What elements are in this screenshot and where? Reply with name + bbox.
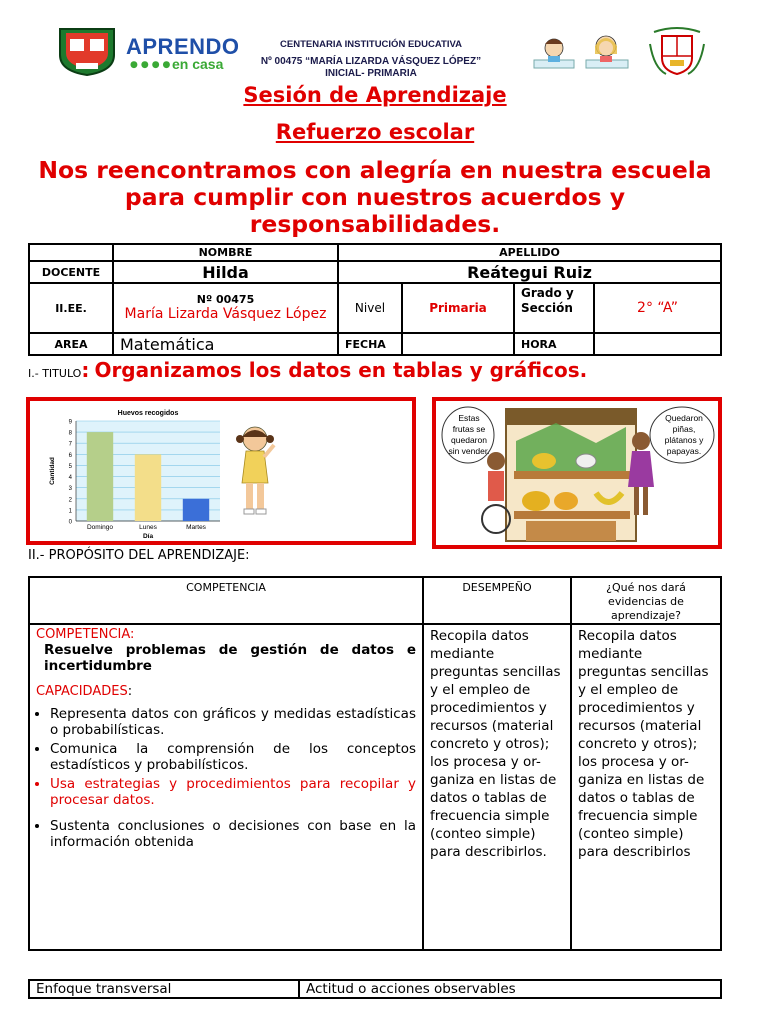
y-tick-label: 3 xyxy=(68,486,72,493)
area-value: Matemática xyxy=(113,333,338,355)
section-title-line xyxy=(28,358,748,382)
chart-x-axis-label: Día xyxy=(142,533,154,540)
fruit-market-panel xyxy=(432,397,722,549)
fecha-value xyxy=(402,333,514,355)
school-line-1: CENTENARIA INSTITUCIÓN EDUCATIVA xyxy=(280,39,462,50)
nombre-header: NOMBRE xyxy=(113,244,338,261)
school-line-3: INICIAL- PRIMARIA xyxy=(325,68,417,79)
y-tick-label: 1 xyxy=(68,508,72,515)
school-crest-logo xyxy=(56,25,118,77)
desempeno-col-header: DESEMPEÑO xyxy=(423,577,571,624)
y-tick-label: 4 xyxy=(68,475,72,482)
evidencia-cell: Recopila datos mediante preguntas sencillas y el empleo de procedimientos y recursos (material concreto y otros); los procesa y or-ganiza en listas de datos o tablas de frecuencia simple (conteo simple) para describirlos xyxy=(571,624,721,950)
capacidad-item: • Representa datos con gráficos y medidas estadísticas o probabilísticas. xyxy=(50,706,416,738)
capacidad-item: • Comunica la comprensión de los conceptos estadísticos y probabilísticos. xyxy=(50,741,416,773)
actitud-cell: Actitud o acciones observables xyxy=(299,980,721,998)
capacidades-list xyxy=(36,706,416,850)
y-tick-label: 2 xyxy=(68,497,72,504)
docente-label: DOCENTE xyxy=(29,261,113,283)
y-tick-label: 8 xyxy=(68,430,72,437)
aprendo-en-casa-logo xyxy=(126,36,244,76)
y-tick-label: 5 xyxy=(68,463,72,470)
apellido-header: APELLIDO xyxy=(338,244,721,261)
hora-value xyxy=(594,333,721,355)
eggs-bar-chart xyxy=(40,403,240,543)
y-tick-label: 7 xyxy=(68,441,72,448)
iiee-name: María Lizarda Vásquez López xyxy=(124,306,327,322)
bar-chart-panel xyxy=(26,397,416,545)
evidencia-col-header: ¿Qué nos dará evidencias de aprendizaje? xyxy=(571,577,721,624)
titulo-colon: : xyxy=(81,358,90,382)
speech-bubble-right: Quedaron piñas, plátanos y papayas. xyxy=(664,413,704,456)
fecha-label: FECHA xyxy=(338,333,402,355)
capacidad-item: • Usa estrategias y procedimientos para recopilar y procesar datos. xyxy=(50,776,416,808)
reinforcement-title: Refuerzo escolar xyxy=(275,120,475,144)
capacidades-label: CAPACIDADES xyxy=(36,684,128,699)
x-tick-label: Lunes xyxy=(139,524,157,531)
competencia-cell xyxy=(29,624,423,950)
purpose-heading: II.- PROPÓSITO DEL APRENDIZAJE: xyxy=(28,548,250,563)
y-tick-label: 6 xyxy=(68,452,72,459)
teacher-info-table xyxy=(28,243,722,356)
chart-y-axis-label: Cantidad xyxy=(49,457,56,485)
enfoque-transversal-cell: Enfoque transversal xyxy=(29,980,299,998)
chart-bar xyxy=(135,454,161,521)
capacidad-item: • Sustenta conclusiones o decisiones con base en la información obtenida xyxy=(50,818,416,850)
en-casa-word: en casa xyxy=(172,56,224,72)
iiee-cell xyxy=(113,283,338,333)
desempeno-cell: Recopila datos mediante preguntas sencillas y el empleo de procedimientos y recursos (material concreto y otros); los procesa y or-ganiza en listas de datos o tablas de frecuencia simple (conteo simple) para describirlos. xyxy=(423,624,571,950)
area-label: AREA xyxy=(29,333,113,355)
docente-apellido: Reátegui Ruiz xyxy=(338,261,721,283)
nivel-value: Primaria xyxy=(402,283,514,333)
chart-title: Huevos recogidos xyxy=(117,410,179,417)
peru-coat-of-arms xyxy=(646,24,708,80)
grado-label: Grado y Sección xyxy=(514,283,594,333)
dots-decoration: ●●●● xyxy=(130,60,174,70)
competencia-label: COMPETENCIA: xyxy=(36,627,135,642)
speech-bubble-left: Estas frutas se quedaron sin vender. xyxy=(448,413,490,456)
nivel-label: Nivel xyxy=(338,283,402,333)
x-tick-label: Martes xyxy=(186,524,206,531)
docente-nombre: Hilda xyxy=(113,261,338,283)
empty-corner-cell xyxy=(29,244,113,261)
capacidades-line xyxy=(36,684,416,699)
banner-title: Nos reencontramos con alegría en nuestra escuela para cumplir con nuestros acuerdos y responsabilidades. xyxy=(38,156,712,238)
school-line-2: Nº 00475 “MARÍA LIZARDA VÁSQUEZ LÓPEZ” xyxy=(260,56,482,67)
iiee-label: II.EE. xyxy=(29,283,113,333)
x-tick-label: Domingo xyxy=(86,524,114,531)
hora-label: HORA xyxy=(514,333,594,355)
kids-at-desks-illustration xyxy=(532,28,632,78)
school-name-block xyxy=(246,39,496,80)
session-title: Sesión de Aprendizaje xyxy=(243,83,507,107)
titulo-prefix: I.- TITULO xyxy=(28,367,82,380)
competencia-col-header: COMPETENCIA xyxy=(29,577,423,624)
capacidades-colon: : xyxy=(127,684,133,699)
girl-pointing-illustration xyxy=(230,423,280,523)
titulo-text: Organizamos los datos en tablas y gráficos. xyxy=(94,358,588,382)
aprendo-word: APRENDO xyxy=(126,34,240,59)
y-tick-label: 0 xyxy=(68,519,72,526)
chart-bar xyxy=(183,499,209,521)
grado-value: 2° “A” xyxy=(594,283,721,333)
y-tick-label: 9 xyxy=(68,419,72,426)
competencies-table xyxy=(28,576,722,951)
iiee-number: Nº 00475 xyxy=(196,293,255,306)
chart-bar xyxy=(87,432,113,521)
transversal-table xyxy=(28,979,722,999)
competencia-text: Resuelve problemas de gestión de datos e incertidumbre xyxy=(44,642,416,674)
